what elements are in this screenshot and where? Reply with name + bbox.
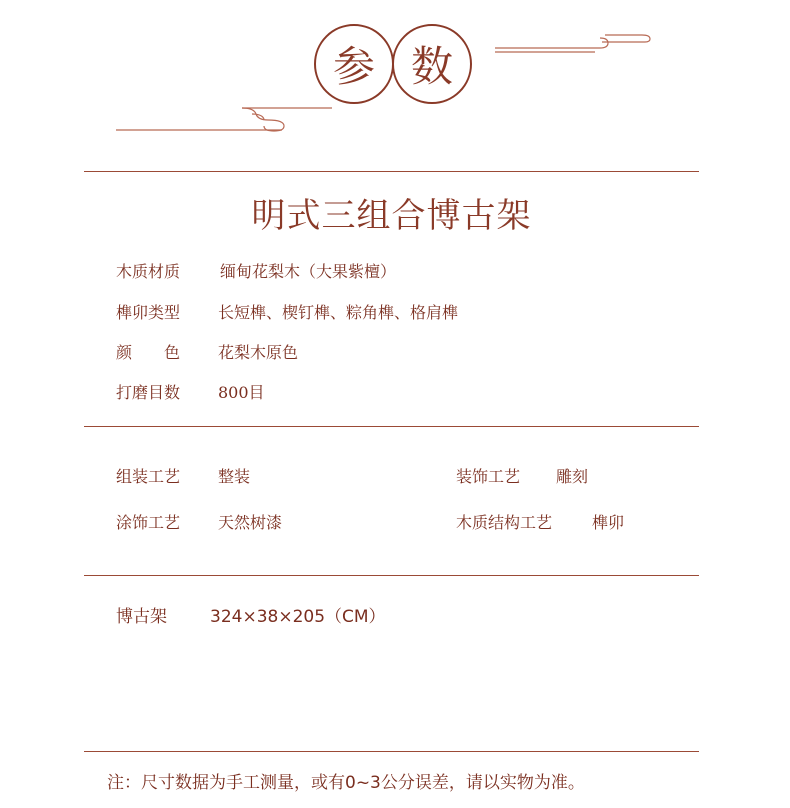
spec-value: 缅甸花梨木（大果紫檀）: [220, 262, 397, 281]
craft-value: 整装: [218, 467, 251, 486]
measurement-note: 注：尺寸数据为手工测量，或有0~3公分误差，请以实物为准。: [107, 773, 585, 793]
cloud-decoration-left: [112, 100, 342, 136]
spec-label: 木质材质: [116, 262, 181, 281]
craft-value: 榫卯: [592, 513, 625, 532]
size-value: 324×38×205（CM）: [210, 607, 386, 627]
divider-craft: [84, 575, 699, 576]
header-char-can: 参: [314, 24, 394, 104]
craft-label: 组装工艺: [116, 467, 181, 486]
spec-value: 800目: [218, 383, 265, 402]
divider-top: [84, 171, 699, 172]
craft-value: 雕刻: [556, 467, 589, 486]
product-title: 明式三组合博古架: [251, 196, 532, 236]
craft-label: 涂饰工艺: [116, 513, 181, 532]
craft-label: 装饰工艺: [456, 467, 521, 486]
spec-label: 榫卯类型: [116, 303, 181, 322]
spec-label: 颜 色: [116, 343, 181, 362]
header-char-shu: 数: [392, 24, 472, 104]
size-label: 博古架: [116, 607, 167, 627]
divider-bottom: [84, 751, 699, 752]
divider-specs: [84, 426, 699, 427]
spec-value: 长短榫、楔钉榫、粽角榫、格肩榫: [218, 303, 459, 322]
cloud-decoration-right: [490, 30, 660, 60]
spec-value: 花梨木原色: [218, 343, 299, 362]
craft-label: 木质结构工艺: [456, 513, 553, 532]
craft-value: 天然树漆: [218, 513, 283, 532]
spec-label: 打磨目数: [116, 383, 181, 402]
